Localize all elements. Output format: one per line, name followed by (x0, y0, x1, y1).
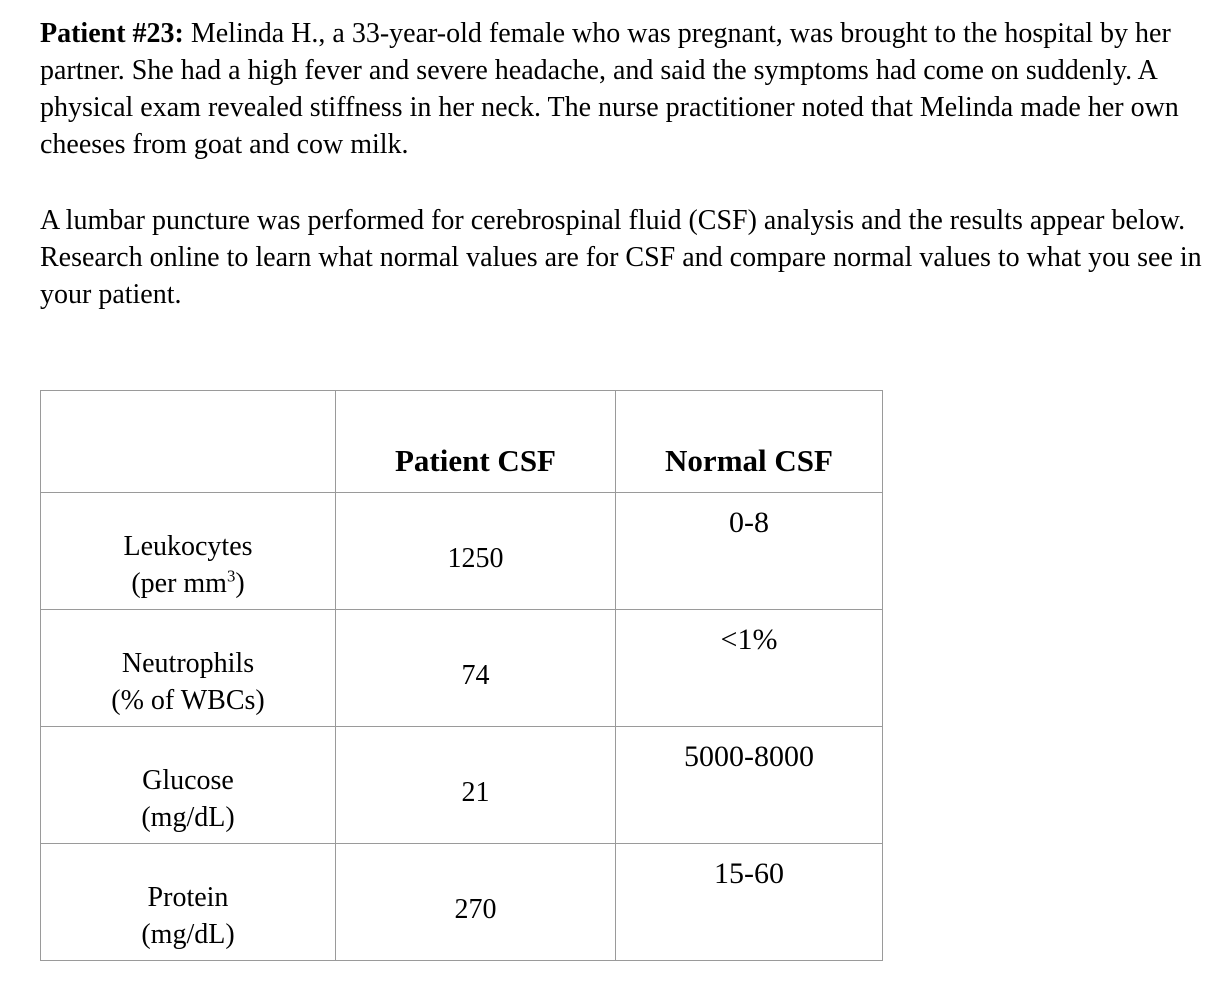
header-patient-csf-label: Patient CSF (394, 443, 556, 478)
row-label-cell (41, 610, 336, 727)
header-normal-csf-label: Normal CSF (665, 443, 833, 478)
patient-value-cell (336, 844, 616, 961)
header-patient-csf (336, 391, 616, 493)
row-label (41, 528, 335, 602)
normal-value: <1% (720, 623, 778, 656)
row-label (41, 762, 335, 836)
row-unit (41, 565, 335, 602)
table-row-leukocytes (41, 493, 883, 610)
csf-results-table (40, 390, 883, 961)
patient-value: 74 (461, 660, 490, 691)
row-label-cell (41, 493, 336, 610)
row-label-cell (41, 727, 336, 844)
normal-value-cell (616, 727, 883, 844)
row-label-cell (41, 844, 336, 961)
patient-value: 1250 (447, 543, 504, 574)
row-unit: (mg/dL) (141, 802, 235, 833)
normal-value-cell (616, 610, 883, 727)
row-name: Glucose (142, 765, 234, 796)
patient-value: 21 (461, 777, 490, 808)
case-description (40, 15, 1220, 163)
instructions-text: A lumbar puncture was performed for cerebrospinal fluid (CSF) analysis and the results appear below. Research online to learn what normal values are for CSF and compare normal values to what you see in your patient. (40, 205, 1202, 310)
table-row-neutrophils (41, 610, 883, 727)
patient-value-cell (336, 727, 616, 844)
patient-value-cell (336, 610, 616, 727)
normal-value: 0-8 (729, 506, 769, 539)
normal-value-cell (616, 844, 883, 961)
table-header-row (41, 391, 883, 493)
row-name: Protein (147, 882, 229, 913)
row-unit-prefix: (per mm (131, 568, 227, 599)
table-row-protein (41, 844, 883, 961)
case-text: Melinda H., a 33-year-old female who was pregnant, was brought to the hospital by her partner. She had a high fever and severe headache, and said the symptoms had come on suddenly. A physical exam revealed stiffness in her neck. The nurse practitioner noted that Melinda made her own cheeses from goat and cow milk. (40, 18, 1179, 160)
patient-value-cell (336, 493, 616, 610)
row-label (41, 645, 335, 719)
normal-value: 5000-8000 (684, 740, 814, 773)
row-label (41, 879, 335, 953)
row-name: Neutrophils (121, 648, 255, 679)
row-unit: (% of WBCs) (111, 685, 265, 716)
row-unit-superscript: 3 (226, 566, 236, 586)
normal-value: 15-60 (714, 857, 784, 890)
case-heading: Patient #23: (40, 18, 184, 49)
table-row-glucose (41, 727, 883, 844)
header-empty-cell (41, 391, 336, 493)
normal-value-cell (616, 493, 883, 610)
row-unit: (mg/dL) (141, 919, 235, 950)
row-unit-suffix: ) (235, 568, 245, 599)
row-name: Leukocytes (123, 531, 253, 562)
header-normal-csf (616, 391, 883, 493)
patient-value: 270 (454, 894, 497, 925)
